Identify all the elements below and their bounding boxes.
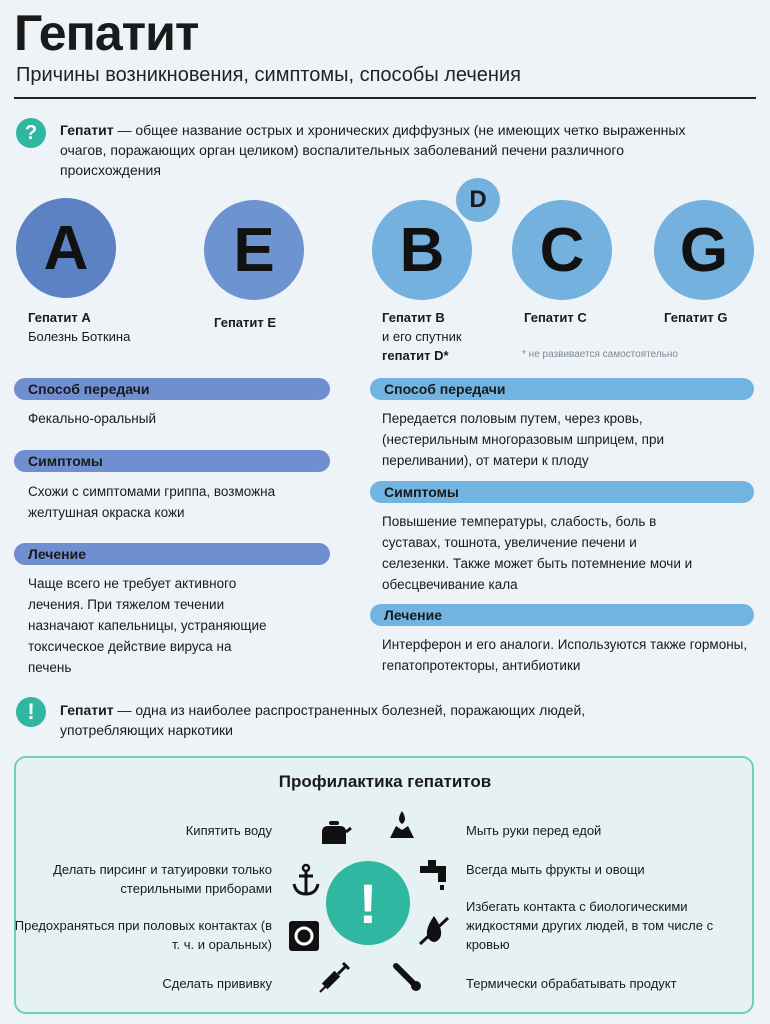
anchor-icon xyxy=(288,862,324,898)
prevention-title: Профилактика гепатитов xyxy=(278,772,492,791)
right-treatment-text: Интерферон и его аналоги. Используются также гормоны, гепатопротекторы, антибиотики xyxy=(382,637,748,673)
intro-definition: — общее название острых и хронических диффузных (не имеющих четко выраженных очагов, поражающих орган целиком) воспалительных заболеваний печени различного происхождения xyxy=(60,122,686,178)
prevention-right-item: Мыть руки перед едой xyxy=(466,823,602,838)
hepatitis-g-circle: G xyxy=(654,200,754,300)
hepatitis-b-label xyxy=(382,308,462,365)
hepatitis-d-circle: D xyxy=(456,178,500,222)
hepatitis-e-label: Гепатит E xyxy=(214,315,277,330)
hepatitis-e-circle: E xyxy=(204,200,304,300)
left-transmission-header: Способ передачи xyxy=(14,378,330,400)
syringe-icon xyxy=(316,960,352,996)
hepatitis-a-label xyxy=(28,308,130,346)
hepatitis-c-label: Гепатит C xyxy=(524,310,587,325)
page-title: Гепатит xyxy=(14,5,199,61)
warning-icon: ! xyxy=(16,697,46,727)
prevention-left-item: Делать пирсинг и татуировки только стерильными приборами xyxy=(53,862,272,896)
hepatitis-c-circle: C xyxy=(512,200,612,300)
hepatitis-a-name: Гепатит A xyxy=(28,310,91,325)
kettle-icon xyxy=(316,816,352,852)
warning-text xyxy=(60,700,680,740)
hepatitis-a-circle: A xyxy=(16,198,116,298)
hepatitis-b-companion: и его спутник xyxy=(382,329,462,344)
intro-text xyxy=(60,120,700,180)
hepatitis-d-name: гепатит D* xyxy=(382,348,449,363)
left-transmission-text: Фекально-оральный xyxy=(28,411,156,426)
warning-term: Гепатит xyxy=(60,702,114,718)
header-divider xyxy=(14,97,756,99)
right-transmission-header: Способ передачи xyxy=(370,378,754,400)
prevention-right-item: Избегать контакта с биологическими жидкостями других людей, в том числе с кровью xyxy=(466,899,714,952)
intro-term: Гепатит xyxy=(60,122,114,138)
faucet-icon xyxy=(416,858,452,894)
right-symptoms-header: Симптомы xyxy=(370,481,754,503)
question-icon: ? xyxy=(16,118,46,148)
left-treatment-text: Чаще всего не требует активного лечения. При тяжелом течении назначают капельницы, устраняющие токсическое действие вируса на печень xyxy=(28,576,267,675)
warning-description: — одна из наиболее распространенных болезней, поражающих людей, употребляющих наркотики xyxy=(60,702,586,738)
hepatitis-g-label: Гепатит G xyxy=(664,310,728,325)
no-blood-icon xyxy=(416,912,452,948)
prevention-right-item: Термически обрабатывать продукт xyxy=(466,976,677,991)
prevention-left-item: Предохраняться при половых контактах (в т. ч. и оральных) xyxy=(14,918,272,952)
hepatitis-b-name: Гепатит B xyxy=(382,310,445,325)
left-treatment-header: Лечение xyxy=(14,543,330,565)
prevention-right-item: Всегда мыть фрукты и овощи xyxy=(466,862,645,877)
condom-icon xyxy=(286,918,322,954)
right-treatment-header: Лечение xyxy=(370,604,754,626)
right-transmission-text: Передается половым путем, через кровь, (нестерильным многоразовым шприцем, при переливании), от матери к плоду xyxy=(382,411,665,468)
center-exclamation-icon: ! xyxy=(326,861,410,945)
prevention-left-item: Сделать прививку xyxy=(162,976,272,991)
right-symptoms-text: Повышение температуры, слабость, боль в суставах, тошнота, увеличение печени и селезенки. Также может быть потемнение мочи и обесцвечивание кала xyxy=(382,514,693,592)
footnote: * не развивается самостоятельно xyxy=(522,349,678,360)
left-symptoms-text: Схожи с симптомами гриппа, возможна желтушная окраска кожи xyxy=(28,484,276,520)
hepatitis-a-alt-name: Болезнь Боткина xyxy=(28,329,131,344)
prevention-left-item: Кипятить воду xyxy=(185,823,272,838)
page-subtitle: Причины возникновения, симптомы, способы лечения xyxy=(16,64,521,86)
thermometer-icon xyxy=(388,958,424,994)
hand-wash-icon xyxy=(384,808,420,844)
left-symptoms-header: Симптомы xyxy=(14,450,330,472)
hepatitis-b-circle: B xyxy=(372,200,472,300)
